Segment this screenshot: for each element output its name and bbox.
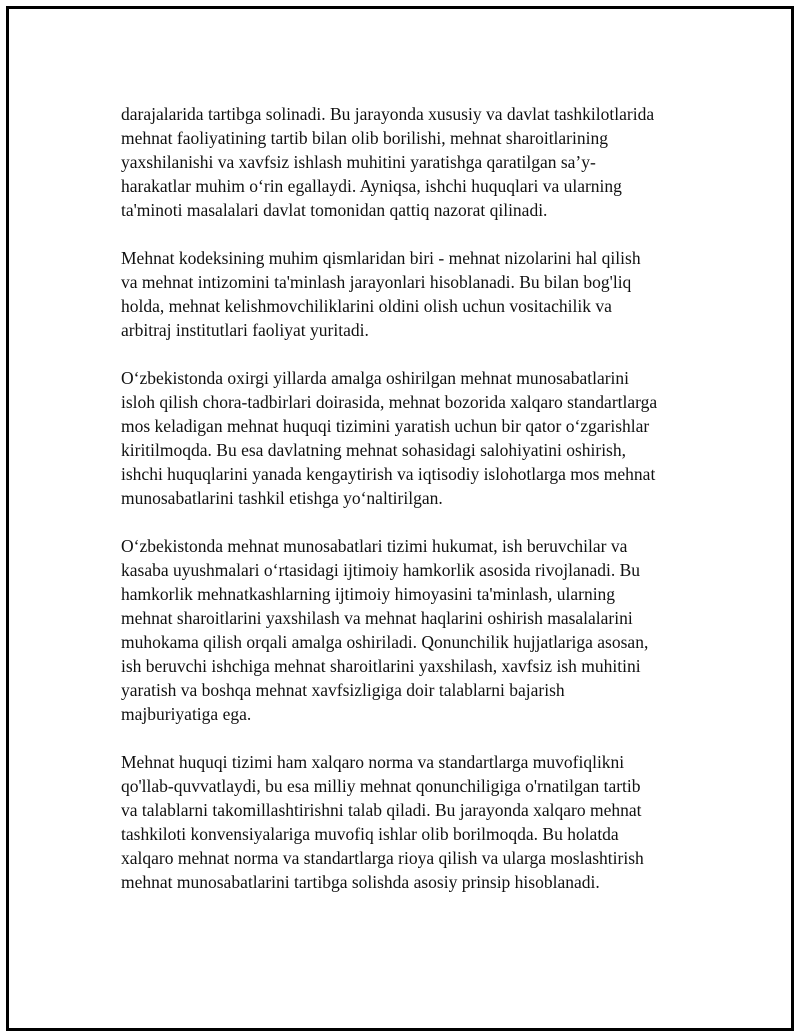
text-line: holda, mehnat kelishmovchiliklarini oldini olish uchun vositachilik va [121,296,612,316]
paragraph-5 [121,750,701,894]
text-line: O‘zbekistonda mehnat munosabatlari tizimi hukumat, ish beruvchilar va [121,536,628,556]
text-line: va mehnat intizomini ta'minlash jarayonlari hisoblanadi. Bu bilan bog'liq [121,272,632,292]
text-line: kasaba uyushmalari o‘rtasidagi ijtimoiy hamkorlik asosida rivojlanadi. Bu [121,560,641,580]
text-line: muhokama qilish orqali amalga oshiriladi. Qonunchilik hujjatlariga asosan, [121,632,649,652]
text-line: Mehnat huquqi tizimi ham xalqaro norma va standartlarga muvofiqlikni [121,752,625,772]
page-frame [6,6,794,1031]
text-line: xalqaro mehnat norma va standartlarga rioya qilish va ularga moslashtirish [121,848,644,868]
text-line: O‘zbekistonda oxirgi yillarda amalga oshirilgan mehnat munosabatlarini [121,368,630,388]
text-line: qo'llab-quvvatlaydi, bu esa milliy mehnat qonunchiligiga o'rnatilgan tartib [121,776,641,796]
text-line: mehnat sharoitlarini yaxshilash va mehnat haqlarini oshirish masalalarini [121,608,633,628]
text-line: darajalarida tartibga solinadi. Bu jarayonda xususiy va davlat tashkilotlarida [121,104,655,124]
text-line: mehnat faoliyatining tartib bilan olib borilishi, mehnat sharoitlarining [121,128,608,148]
text-line: majburiyatiga ega. [121,704,252,724]
text-line: mehnat munosabatlarini tartibga solishda asosiy prinsip hisoblanadi. [121,872,600,892]
document-body [121,102,701,918]
text-line: ishchi huquqlarini yanada kengaytirish va iqtisodiy islohotlarga mos mehnat [121,464,656,484]
paragraph-1 [121,102,701,222]
paragraph-3 [121,366,701,510]
text-line: harakatlar muhim o‘rin egallaydi. Ayniqsa, ishchi huquqlari va ularning [121,176,622,196]
text-line: tashkiloti konvensiyalariga muvofiq ishlar olib borilmoqda. Bu holatda [121,824,619,844]
text-line: ish beruvchi ishchiga mehnat sharoitlarini yaxshilash, xavfsiz ish muhitini [121,656,641,676]
text-line: isloh qilish chora-tadbirlari doirasida, mehnat bozorida xalqaro standartlarga [121,392,658,412]
text-line: yaratish va boshqa mehnat xavfsizligiga doir talablarni bajarish [121,680,565,700]
text-line: arbitraj institutlari faoliyat yuritadi. [121,320,369,340]
paragraph-4 [121,534,701,726]
text-line: hamkorlik mehnatkashlarning ijtimoiy himoyasini ta'minlash, ularning [121,584,616,604]
text-line: mos keladigan mehnat huquqi tizimini yaratish uchun bir qator o‘zgarishlar [121,416,650,436]
text-line: ta'minoti masalalari davlat tomonidan qattiq nazorat qilinadi. [121,200,548,220]
text-line: yaxshilanishi va xavfsiz ishlash muhitini yaratishga qaratilgan sa’y- [121,152,596,172]
text-line: kiritilmoqda. Bu esa davlatning mehnat sohasidagi salohiyatini oshirish, [121,440,626,460]
text-line: munosabatlarini tashkil etishga yo‘naltirilgan. [121,488,443,508]
paragraph-2 [121,246,701,342]
text-line: va talablarni takomillashtirishni talab qiladi. Bu jarayonda xalqaro mehnat [121,800,642,820]
text-line: Mehnat kodeksining muhim qismlaridan biri - mehnat nizolarini hal qilish [121,248,641,268]
